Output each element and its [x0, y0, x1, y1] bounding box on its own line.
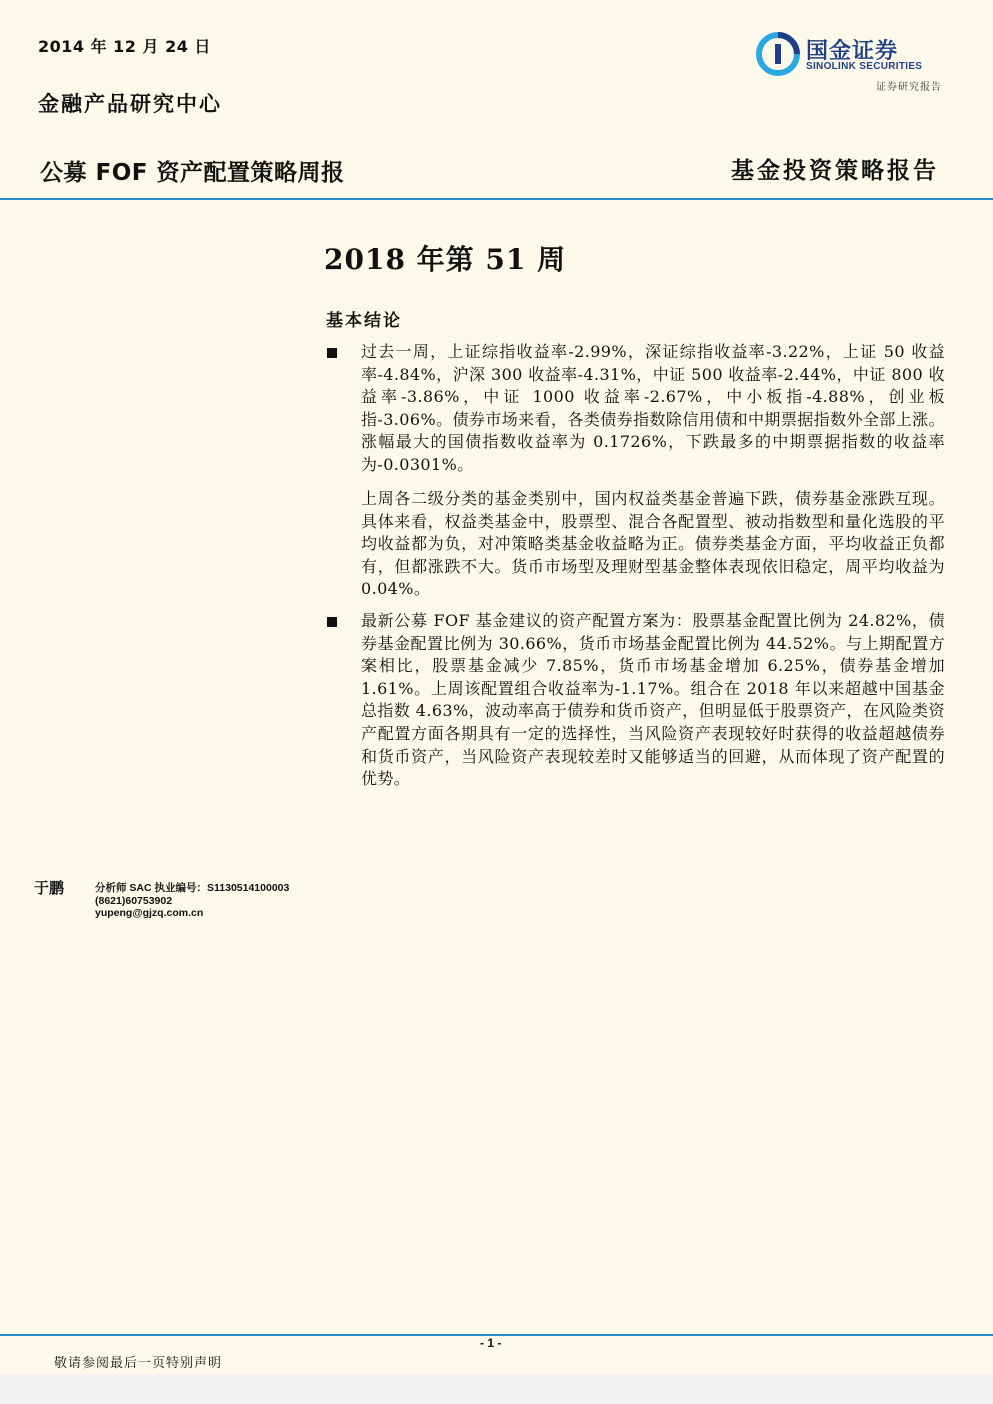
author-contact	[95, 882, 289, 920]
header-divider	[0, 198, 993, 200]
report-title: 公募 FOF 资产配置策略周报	[40, 160, 345, 186]
author-email[interactable]: yupeng@gjzq.com.cn	[95, 907, 204, 919]
logo-subtitle: 证券研究报告	[876, 82, 942, 93]
author-phone: (8621)60753902	[95, 894, 173, 907]
footer-band	[0, 1374, 993, 1404]
author-license: 分析师 SAC 执业编号：S1130514100003	[95, 882, 290, 894]
author-name: 于鹏	[34, 879, 65, 897]
week-title: 2018 年第 51 周	[324, 243, 567, 276]
paragraph-fof-allocation: 最新公募 FOF 基金建议的资产配置方案为：股票基金配置比例为 24.82%，债券基金配置比例为 30.66%，货币市场基金配置比例为 44.52%。与上期配置方案相比，股票基金减少 7.85%，货币市场基金增加 6.25%，债券基金增加 1.61%。上周该配置组合收益率为-1.17%。组合在 2018 年以来超越中国基金总指数 4.63%，波动率高于债券和货币资产，但明显低于股票资产，在风险类资产配置方面各期具有一定的选择性，当风险资产表现较好时获得的收益超越债券和货币资产，当风险资产表现较差时又能够适当的回避，从而体现了资产配置的优势。	[361, 611, 945, 789]
section-title: 基本结论	[326, 311, 402, 331]
company-logo	[756, 32, 946, 94]
page-number: - 1 -	[480, 1336, 502, 1350]
report-type: 基金投资策略报告	[731, 157, 939, 184]
report-date: 2014 年 12 月 24 日	[38, 37, 211, 56]
sinolink-logo-icon	[756, 32, 800, 76]
disclaimer-note: 敬请参阅最后一页特别声明	[54, 1356, 223, 1371]
bullet-icon	[327, 348, 337, 358]
bullet-icon	[327, 617, 337, 627]
logo-name-en: SINOLINK SECURITIES	[806, 61, 923, 72]
paragraph-market-summary: 过去一周，上证综指收益率-2.99%，深证综指收益率-3.22%，上证 50 收益率-4.84%，沪深 300 收益率-4.31%，中证 500 收益率-2.44%，中证 800 收益率-3.86%，中证 1000 收益率-2.67%，中小板指-4.88%，创业板指-3.06%。债券市场来看，各类债券指数除信用债和中期票据指数外全部上涨。涨幅最大的国债指数收益率为 0.1726%，下跌最多的中期票据指数的收益率为-0.0301%。	[361, 342, 945, 474]
research-center: 金融产品研究中心	[38, 91, 222, 116]
logo-name-cn: 国金证券	[806, 39, 899, 64]
paragraph-fund-categories: 上周各二级分类的基金类别中，国内权益类基金普遍下跌，债券基金涨跌互现。具体来看，权益类基金中，股票型、混合各配置型、被动指数型和量化选股的平均收益都为负，对冲策略类基金收益略为正。债券类基金方面，平均收益正负都有，但都涨跌不大。货币市场型及理财型基金整体表现依旧稳定，周平均收益为 0.04%。	[361, 489, 945, 599]
